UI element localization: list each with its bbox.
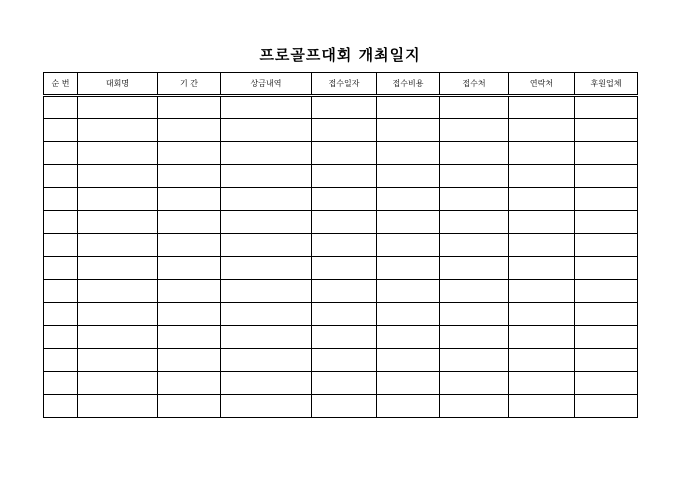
- col-header-period: 기 간: [158, 73, 221, 96]
- table-cell[interactable]: [575, 234, 638, 257]
- table-cell[interactable]: [221, 234, 312, 257]
- table-cell[interactable]: [575, 349, 638, 372]
- table-cell[interactable]: [575, 257, 638, 280]
- table-cell[interactable]: [44, 372, 78, 395]
- table-cell[interactable]: [509, 257, 575, 280]
- table-cell[interactable]: [575, 395, 638, 418]
- table-cell[interactable]: [312, 188, 377, 211]
- table-cell[interactable]: [575, 96, 638, 119]
- table-cell[interactable]: [312, 257, 377, 280]
- table-cell[interactable]: [78, 165, 158, 188]
- table-cell[interactable]: [158, 326, 221, 349]
- table-row: [44, 96, 638, 119]
- table-cell[interactable]: [78, 326, 158, 349]
- col-header-registration-date: 접수일자: [312, 73, 377, 96]
- table-row: [44, 257, 638, 280]
- table-cell[interactable]: [221, 280, 312, 303]
- table-cell[interactable]: [377, 234, 440, 257]
- table-cell[interactable]: [312, 96, 377, 119]
- table-cell[interactable]: [509, 188, 575, 211]
- table-row: [44, 188, 638, 211]
- table-cell[interactable]: [221, 395, 312, 418]
- table-cell[interactable]: [575, 303, 638, 326]
- table-cell[interactable]: [440, 280, 509, 303]
- table-cell[interactable]: [440, 395, 509, 418]
- table-cell[interactable]: [78, 211, 158, 234]
- table-cell[interactable]: [509, 165, 575, 188]
- table-cell[interactable]: [509, 96, 575, 119]
- table-cell[interactable]: [509, 349, 575, 372]
- table-cell[interactable]: [440, 257, 509, 280]
- table-cell[interactable]: [312, 326, 377, 349]
- table-cell[interactable]: [312, 234, 377, 257]
- table-cell[interactable]: [44, 349, 78, 372]
- table-cell[interactable]: [44, 395, 78, 418]
- table-cell[interactable]: [221, 303, 312, 326]
- col-header-number: 순 번: [44, 73, 78, 96]
- table-cell[interactable]: [509, 234, 575, 257]
- table-cell[interactable]: [575, 280, 638, 303]
- table-cell[interactable]: [440, 211, 509, 234]
- table-cell[interactable]: [377, 326, 440, 349]
- table-cell[interactable]: [78, 349, 158, 372]
- table-cell[interactable]: [44, 96, 78, 119]
- table-cell[interactable]: [221, 372, 312, 395]
- table-cell[interactable]: [44, 188, 78, 211]
- table-cell[interactable]: [158, 211, 221, 234]
- table-cell[interactable]: [377, 165, 440, 188]
- table-cell[interactable]: [575, 119, 638, 142]
- table-row: [44, 395, 638, 418]
- table-cell[interactable]: [78, 303, 158, 326]
- table-cell[interactable]: [509, 303, 575, 326]
- table-cell[interactable]: [78, 395, 158, 418]
- table-cell[interactable]: [377, 372, 440, 395]
- table-cell[interactable]: [575, 165, 638, 188]
- table-row: [44, 211, 638, 234]
- table-cell[interactable]: [312, 372, 377, 395]
- table-cell[interactable]: [509, 280, 575, 303]
- table-cell[interactable]: [509, 211, 575, 234]
- table-cell[interactable]: [377, 280, 440, 303]
- page-title: 프로골프대회 개최일지: [259, 46, 421, 64]
- table-cell[interactable]: [44, 280, 78, 303]
- table-cell[interactable]: [221, 96, 312, 119]
- table-cell[interactable]: [158, 395, 221, 418]
- table-cell[interactable]: [312, 349, 377, 372]
- table-cell[interactable]: [440, 372, 509, 395]
- table-cell[interactable]: [509, 142, 575, 165]
- table-cell[interactable]: [440, 349, 509, 372]
- table-cell[interactable]: [78, 234, 158, 257]
- table-cell[interactable]: [221, 165, 312, 188]
- table-cell[interactable]: [158, 280, 221, 303]
- table-cell[interactable]: [377, 188, 440, 211]
- table-cell[interactable]: [44, 165, 78, 188]
- table-cell[interactable]: [78, 119, 158, 142]
- table-cell[interactable]: [158, 257, 221, 280]
- table-cell[interactable]: [158, 165, 221, 188]
- table-cell[interactable]: [44, 303, 78, 326]
- table-cell[interactable]: [440, 303, 509, 326]
- table-cell[interactable]: [312, 119, 377, 142]
- table-cell[interactable]: [377, 119, 440, 142]
- table-cell[interactable]: [509, 119, 575, 142]
- table-row: [44, 234, 638, 257]
- table-cell[interactable]: [440, 119, 509, 142]
- table-cell[interactable]: [158, 96, 221, 119]
- col-header-contact: 연락처: [509, 73, 575, 96]
- table-cell[interactable]: [377, 395, 440, 418]
- table-cell[interactable]: [575, 326, 638, 349]
- table-cell[interactable]: [221, 142, 312, 165]
- table-cell[interactable]: [78, 142, 158, 165]
- header-row: [44, 73, 638, 96]
- table-cell[interactable]: [158, 303, 221, 326]
- table-cell[interactable]: [221, 326, 312, 349]
- table-cell[interactable]: [78, 257, 158, 280]
- table-cell[interactable]: [312, 211, 377, 234]
- event-log-table: [43, 72, 638, 418]
- table-cell[interactable]: [575, 188, 638, 211]
- table-cell[interactable]: [440, 326, 509, 349]
- table-cell[interactable]: [575, 372, 638, 395]
- table-row: [44, 280, 638, 303]
- table-cell[interactable]: [221, 119, 312, 142]
- table-row: [44, 303, 638, 326]
- table-cell[interactable]: [78, 188, 158, 211]
- table-row: [44, 165, 638, 188]
- table-cell[interactable]: [509, 326, 575, 349]
- table-cell[interactable]: [509, 395, 575, 418]
- table-cell[interactable]: [78, 280, 158, 303]
- table-cell[interactable]: [312, 280, 377, 303]
- table-cell[interactable]: [377, 303, 440, 326]
- table-row: [44, 326, 638, 349]
- table-row: [44, 142, 638, 165]
- table-cell[interactable]: [312, 395, 377, 418]
- col-header-registration-fee: 접수비용: [377, 73, 440, 96]
- table-cell[interactable]: [377, 349, 440, 372]
- table-cell[interactable]: [377, 257, 440, 280]
- table-cell[interactable]: [44, 142, 78, 165]
- table-cell[interactable]: [44, 326, 78, 349]
- table-cell[interactable]: [221, 257, 312, 280]
- table-cell[interactable]: [575, 211, 638, 234]
- table-cell[interactable]: [44, 234, 78, 257]
- table-cell[interactable]: [158, 142, 221, 165]
- table-cell[interactable]: [377, 142, 440, 165]
- table-cell[interactable]: [78, 372, 158, 395]
- table-cell[interactable]: [158, 234, 221, 257]
- table-cell[interactable]: [440, 142, 509, 165]
- table-cell[interactable]: [377, 96, 440, 119]
- table-row: [44, 372, 638, 395]
- table-cell[interactable]: [312, 165, 377, 188]
- table-cell[interactable]: [440, 188, 509, 211]
- table-body: [44, 96, 638, 418]
- table-cell[interactable]: [312, 142, 377, 165]
- col-header-prize: 상금내역: [221, 73, 312, 96]
- table-cell[interactable]: [44, 211, 78, 234]
- table-cell[interactable]: [440, 234, 509, 257]
- table-cell[interactable]: [509, 372, 575, 395]
- table-cell[interactable]: [44, 119, 78, 142]
- table-cell[interactable]: [158, 188, 221, 211]
- table-cell[interactable]: [158, 349, 221, 372]
- table-cell[interactable]: [221, 349, 312, 372]
- table-cell[interactable]: [158, 119, 221, 142]
- table-cell[interactable]: [440, 165, 509, 188]
- table-cell[interactable]: [78, 96, 158, 119]
- table-row: [44, 349, 638, 372]
- table-cell[interactable]: [221, 188, 312, 211]
- table-cell[interactable]: [221, 211, 312, 234]
- col-header-event-name: 대회명: [78, 73, 158, 96]
- table-cell[interactable]: [377, 211, 440, 234]
- col-header-sponsor: 후원업체: [575, 73, 638, 96]
- table-cell[interactable]: [158, 372, 221, 395]
- col-header-registration-office: 접수처: [440, 73, 509, 96]
- table-row: [44, 119, 638, 142]
- table-cell[interactable]: [44, 257, 78, 280]
- table-cell[interactable]: [312, 303, 377, 326]
- table-cell[interactable]: [575, 142, 638, 165]
- table-cell[interactable]: [440, 96, 509, 119]
